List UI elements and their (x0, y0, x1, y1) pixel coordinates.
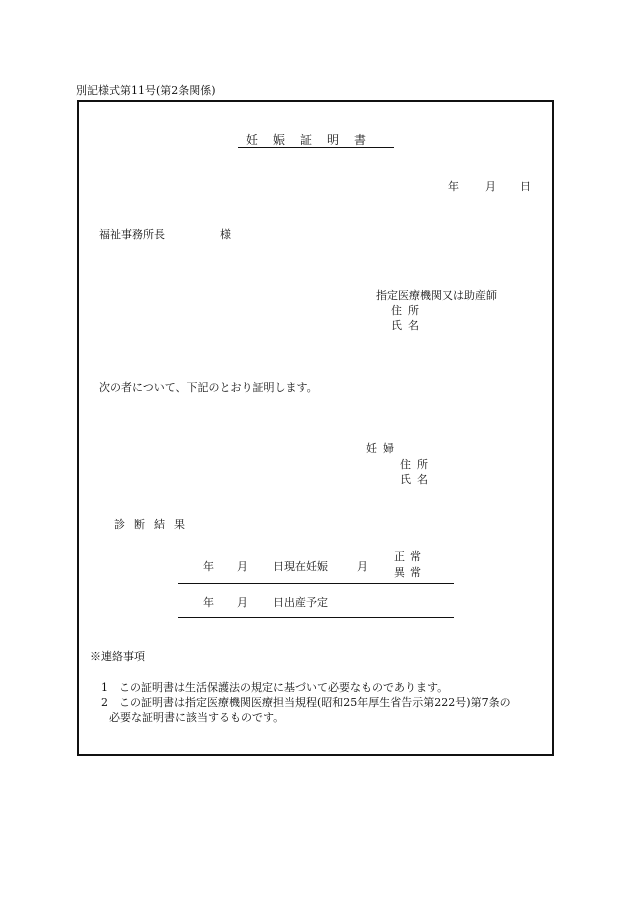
pregnancy-month-label: 月 (357, 560, 368, 573)
issuer-address-label: 住所 (391, 304, 425, 317)
addressee-office: 福祉事務所長 (99, 228, 165, 241)
due-date-year-label: 年 (203, 596, 214, 609)
note-number: 2 (101, 696, 108, 709)
note-text: この証明書は生活保護法の規定に基づいて必要なものであります。 (119, 681, 449, 694)
note-number: 1 (101, 681, 108, 694)
certificate-frame (77, 100, 554, 756)
status-normal-option: 正常 (394, 550, 426, 563)
contact-heading: ※連絡事項 (90, 650, 145, 663)
contact-note (101, 696, 511, 710)
patient-name-label: 氏名 (400, 473, 434, 486)
due-date-month-label: 月 (237, 596, 248, 609)
pregnancy-date-month-label: 月 (237, 560, 248, 573)
form-caption: 別記様式第11号(第2条関係) (76, 84, 216, 97)
document-title: 妊娠証明書 (246, 133, 382, 147)
pregnancy-current-label: 日現在妊娠 (273, 560, 328, 573)
status-abnormal-option: 異常 (394, 566, 426, 579)
contact-note (101, 681, 448, 695)
diagnosis-rule-2 (178, 617, 454, 618)
issuer-heading: 指定医療機関又は助産師 (376, 289, 497, 302)
issuer-name-label: 氏名 (391, 319, 425, 332)
date-day-label: 日 (520, 180, 531, 193)
diagnosis-rule-1 (178, 583, 454, 584)
note-text: この証明書は指定医療機関医療担当規程(昭和25年厚生省告示第222号)第7条の (119, 696, 511, 709)
patient-heading: 妊婦 (366, 442, 400, 455)
title-underline (238, 147, 394, 148)
date-year-label: 年 (448, 180, 459, 193)
patient-address-label: 住所 (400, 458, 434, 471)
date-month-label: 月 (485, 180, 496, 193)
intro-text: 次の者について、下記のとおり証明します。 (99, 381, 318, 394)
addressee-honorific: 様 (220, 228, 231, 241)
diagnosis-heading: 診断結果 (114, 518, 194, 531)
due-date-label: 日出産予定 (273, 596, 328, 609)
note-text-continuation: 必要な証明書に該当するものです。 (109, 711, 285, 724)
pregnancy-date-year-label: 年 (203, 560, 214, 573)
